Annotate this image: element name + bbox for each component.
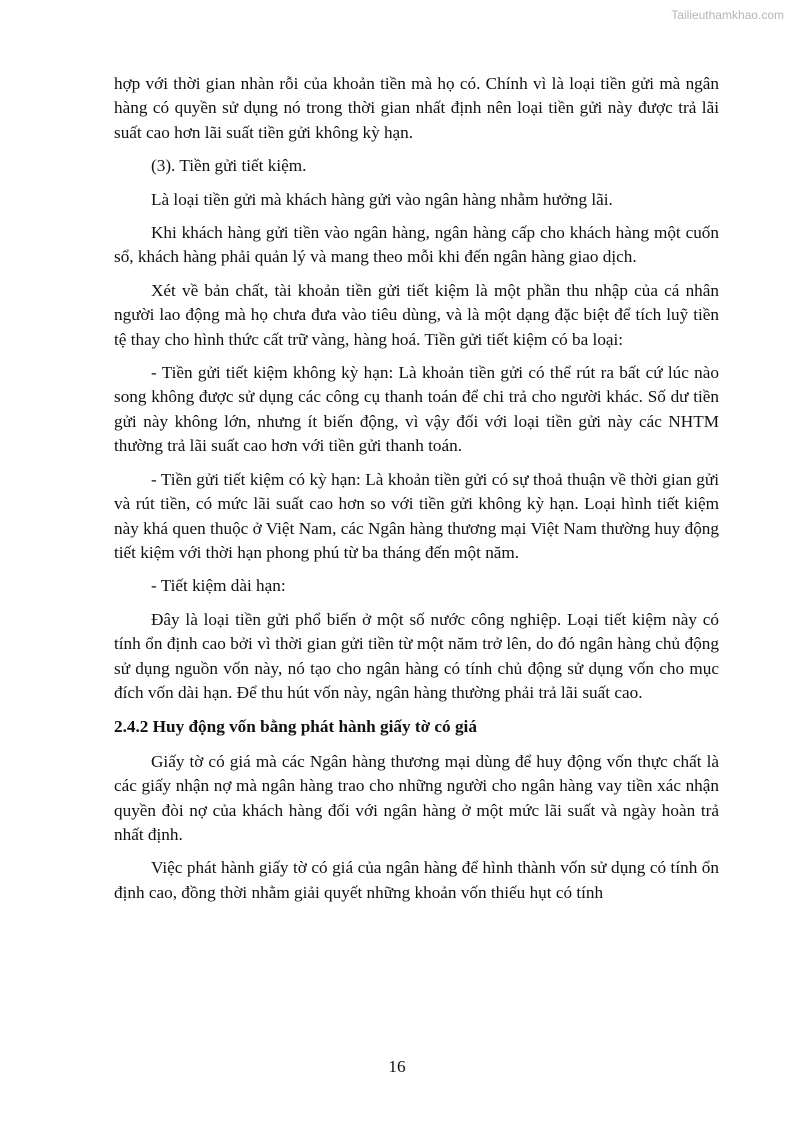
section-heading: 2.4.2 Huy động vốn bằng phát hành giấy tờ có giá bbox=[114, 717, 477, 737]
paragraph-issuance: Việc phát hành giấy tờ có giá của ngân hàng để hình thành vốn sử dụng có tính ổn định cao, đồng thời nhằm giải quyết những khoản vốn thiếu hụt có tính bbox=[114, 858, 719, 902]
paragraph-long-term: Đây là loại tiền gửi phổ biến ở một số nước công nghiệp. Loại tiết kiệm này có tính ổn định cao bởi vì thời gian gửi tiền từ một năm trở lên, do đó ngân hàng chủ động sử dụng nguồn vốn này, nó tạo cho ngân hàng có tính chủ động sử dụng vốn cho mục đích vốn dài hạn. Để thu hút vốn này, ngân hàng thường phải trả lãi suất cao. bbox=[114, 609, 719, 702]
paragraph-valuable-papers: Giấy tờ có giá mà các Ngân hàng thương mại dùng để huy động vốn thực chất là các giấy nhận nợ mà ngân hàng trao cho những người cho ngân hàng vay tiền xác nhận quyền đòi nợ của khách hàng đối với ngân hàng ở một mức lãi suất và ngày hoàn trả nhất định. bbox=[114, 751, 719, 844]
watermark: Tailieuthamkhao.com bbox=[671, 8, 784, 22]
paragraph-item-3: (3). Tiền gửi tiết kiệm. bbox=[151, 156, 307, 176]
paragraph-definition: Là loại tiền gửi mà khách hàng gửi vào ngân hàng nhằm hưởng lãi. bbox=[151, 189, 613, 209]
document-body bbox=[114, 72, 719, 914]
paragraph-intro: hợp với thời gian nhàn rỗi của khoản tiền mà họ có. Chính vì là loại tiền gửi mà ngân hàng có quyền sử dụng nó trong thời gian nhất định nên loại tiền gửi này được trả lãi suất cao hơn lãi suất tiền gửi không kỳ hạn. bbox=[114, 74, 719, 142]
paragraph-savings-book: Khi khách hàng gửi tiền vào ngân hàng, ngân hàng cấp cho khách hàng một cuốn sổ, khách hàng phải quản lý và mang theo mỗi khi đến ngân hàng giao dịch. bbox=[114, 223, 719, 267]
bullet-term-savings: - Tiền gửi tiết kiệm có kỳ hạn: Là khoản tiền gửi có sự thoả thuận về thời gian gửi và rút tiền, có mức lãi suất cao hơn so với tiền gửi không kỳ hạn. Loại hình tiết kiệm này khá quen thuộc ở Việt Nam, các Ngân hàng thương mại Việt Nam thường huy động tiết kiệm với thời hạn phong phú từ ba tháng đến một năm. bbox=[114, 469, 719, 562]
bullet-demand-savings: - Tiền gửi tiết kiệm không kỳ hạn: Là khoản tiền gửi có thể rút ra bất cứ lúc nào song không được sử dụng các công cụ thanh toán để chi trả cho người khác. Số dư tiền gửi này không lớn, nhưng ít biến động, vì vậy đối với loại tiền gửi này các NHTM thường trả lãi suất cao hơn với tiền gửi thanh toán. bbox=[114, 363, 719, 456]
paragraph-nature: Xét về bản chất, tài khoản tiền gửi tiết kiệm là một phần thu nhập của cá nhân người lao động mà họ chưa đưa vào tiêu dùng, và là một dạng đặc biệt để tích luỹ tiền tệ thay cho hình thức cất trữ vàng, hàng hoá. Tiền gửi tiết kiệm có ba loại: bbox=[114, 280, 719, 349]
bullet-long-term-savings: - Tiết kiệm dài hạn: bbox=[151, 576, 286, 596]
page-number: 16 bbox=[388, 1057, 406, 1076]
